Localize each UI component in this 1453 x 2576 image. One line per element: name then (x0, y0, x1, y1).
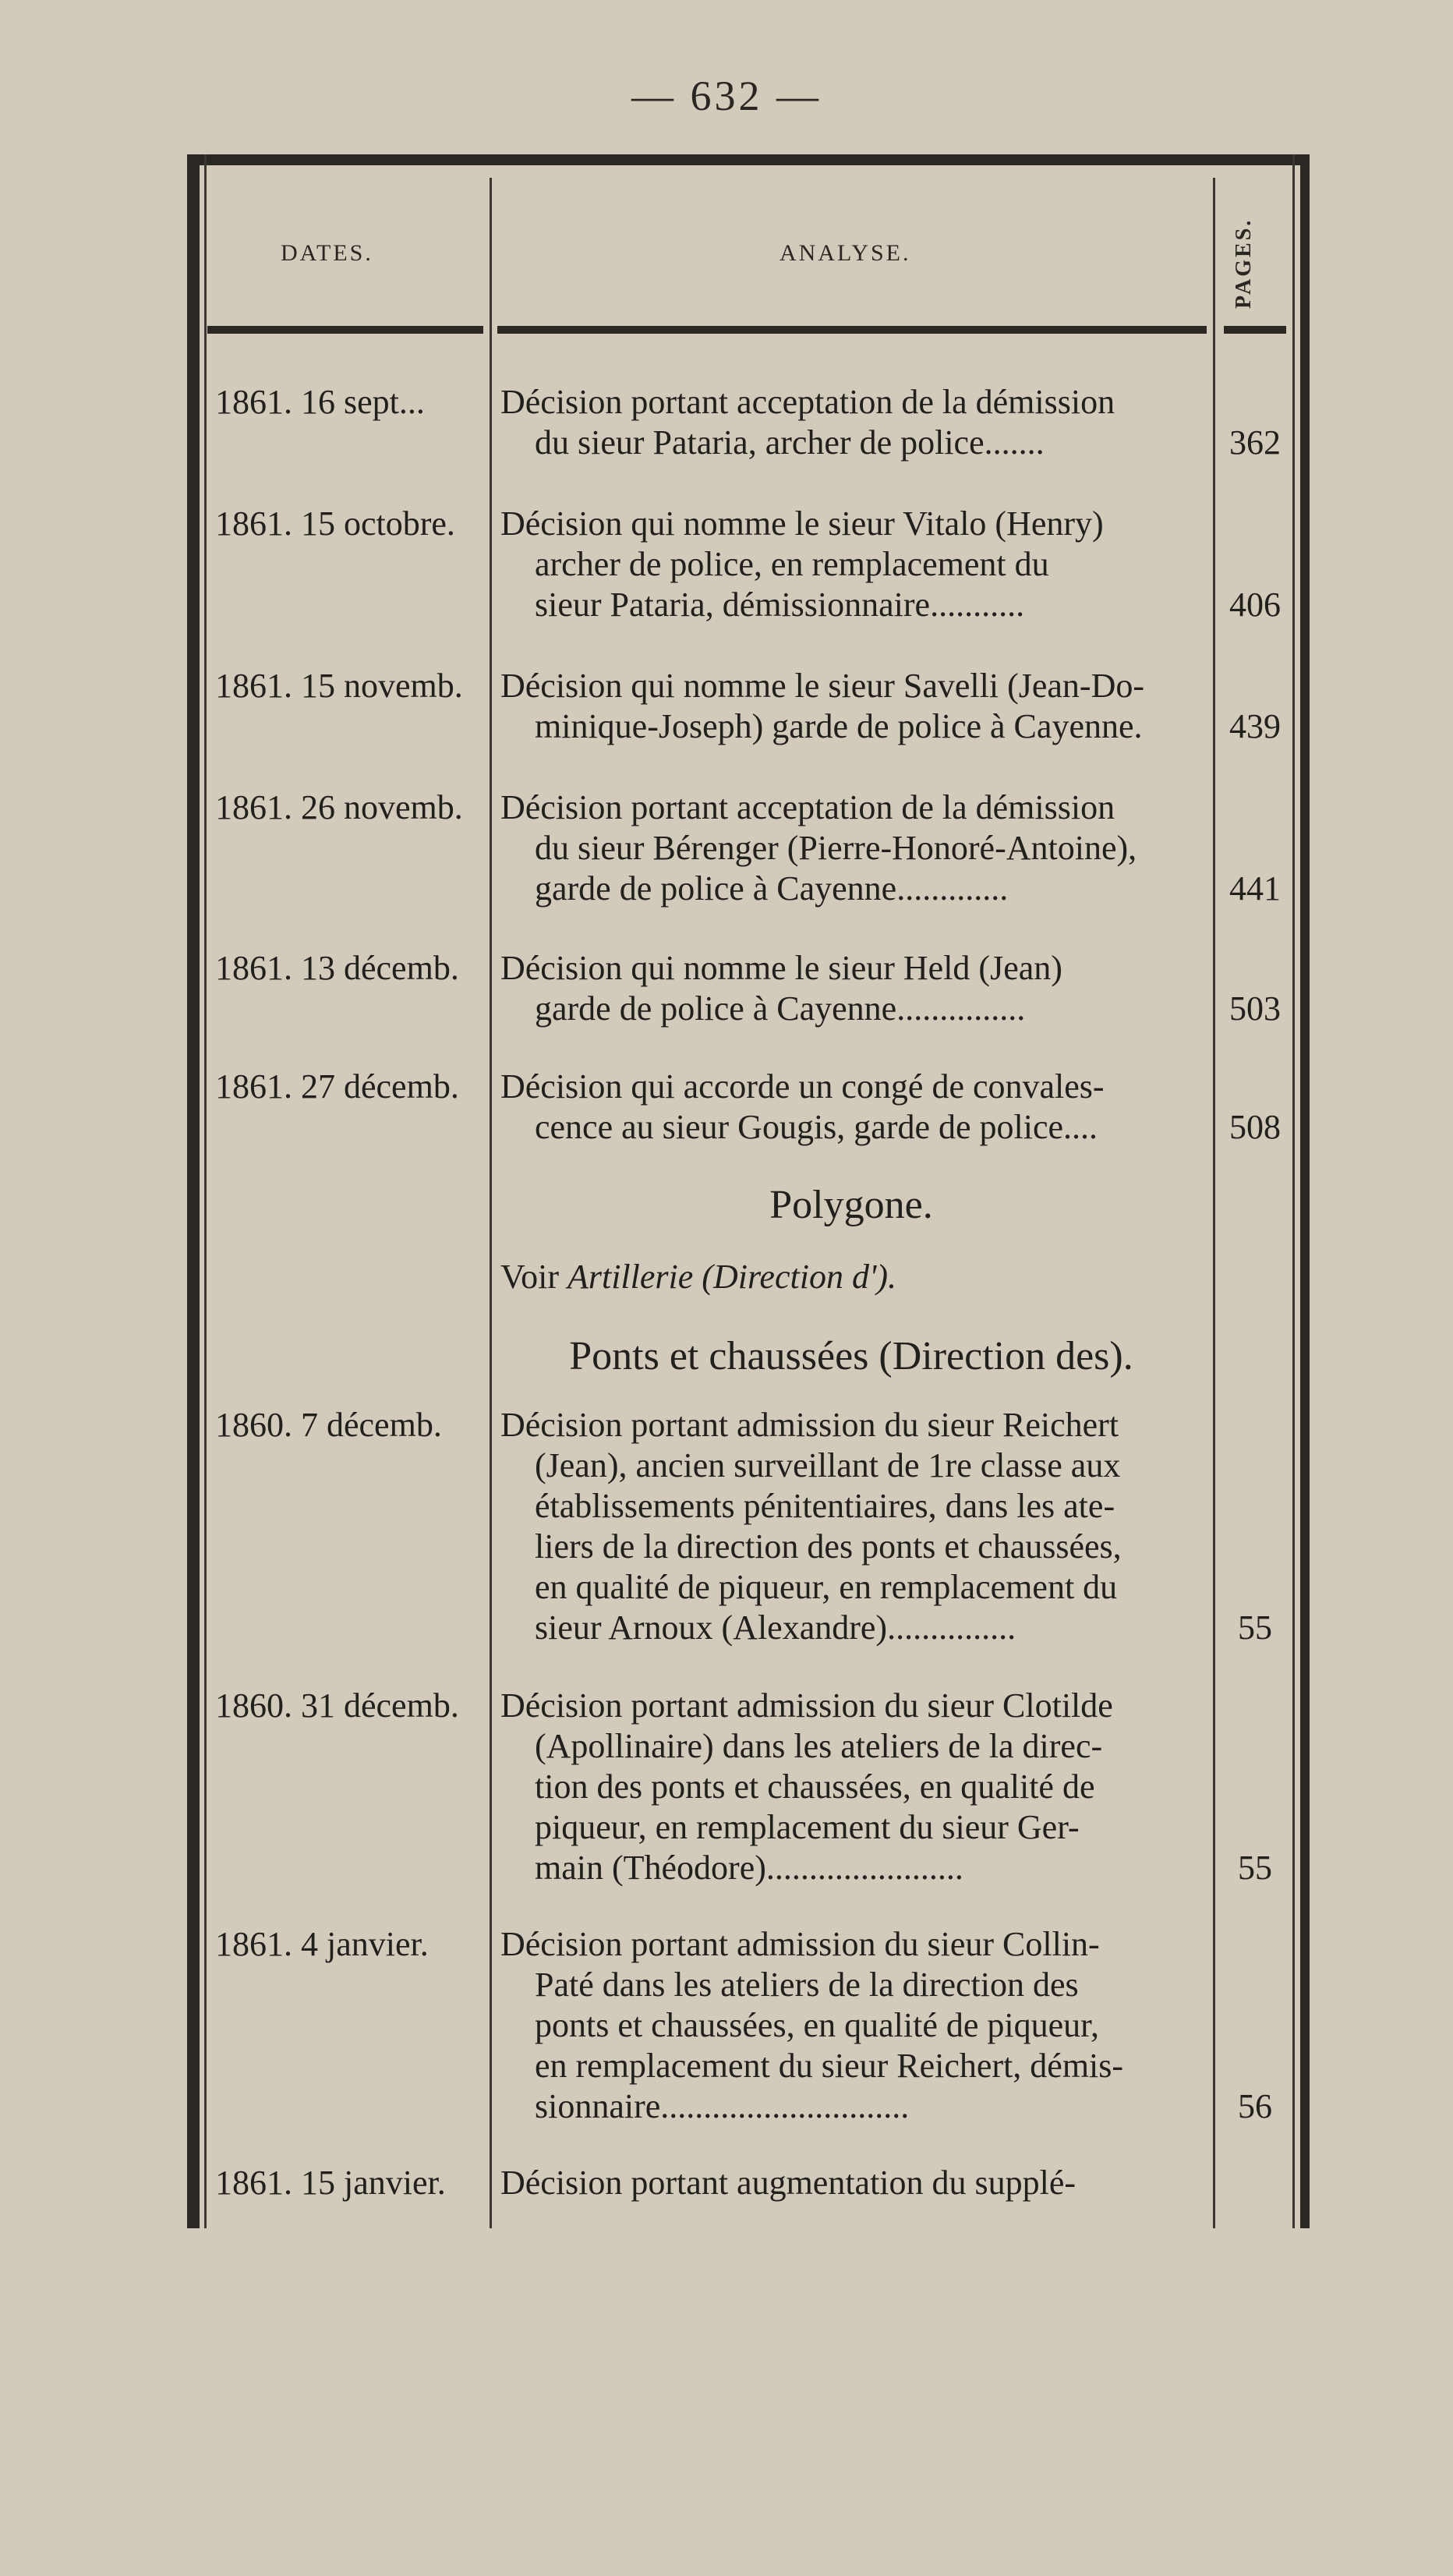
entry-analysis (500, 1405, 1202, 1648)
entry-date: 1860. 7 décemb. (215, 1406, 442, 1444)
entry-line: Décision portant admission du sieur Collin- (500, 1925, 1100, 1963)
entry-analysis (500, 1067, 1202, 1148)
entry-line: minique-Joseph) garde de police à Cayenne. (535, 707, 1143, 745)
entry-line: du sieur Bérenger (Pierre-Honoré-Antoine), (535, 829, 1137, 867)
entry-line: en remplacement du sieur Reichert, démis- (535, 2047, 1124, 2085)
entry-line: établissements pénitentiaires, dans les ate- (535, 1487, 1115, 1525)
entry-line: cence au sieur Gougis, garde de police.... (535, 1108, 1098, 1146)
entry-line: (Apollinaire) dans les ateliers de la direc- (535, 1727, 1103, 1765)
entry-page: 406 (1229, 586, 1281, 624)
table-left-thin-rule (204, 154, 207, 2228)
see-also-prefix: Voir (500, 1258, 559, 1296)
entry-date: 1861. 27 décemb. (215, 1067, 459, 1106)
entry-line: Paté dans les ateliers de la direction des (535, 1966, 1079, 2004)
entry-line: garde de police à Cayenne............. (535, 869, 1009, 908)
entry-analysis (500, 1686, 1202, 1888)
table-right-rule (1300, 154, 1310, 2228)
entry-line: Décision qui nomme le sieur Vitalo (Henry) (500, 504, 1104, 543)
header-pages: PAGES. (1232, 218, 1256, 310)
entry-date: 1861. 16 sept... (215, 383, 425, 421)
entry-line: Décision qui nomme le sieur Savelli (Jean-Do- (500, 667, 1145, 705)
entry-line: Décision portant admission du sieur Clotilde (500, 1686, 1113, 1725)
entry-date: 1861. 26 novemb. (215, 788, 463, 826)
entry-line: sieur Arnoux (Alexandre)............... (535, 1608, 1016, 1647)
entry-analysis (500, 382, 1202, 463)
entry-line: en qualité de piqueur, en remplacement du (535, 1568, 1118, 1606)
entry-line: archer de police, en remplacement du (535, 545, 1049, 583)
entry-line: tion des ponts et chaussées, en qualité de (535, 1767, 1095, 1806)
entry-analysis (500, 1924, 1202, 2127)
entry-date: 1861. 15 novemb. (215, 667, 463, 705)
entry-analysis (500, 2163, 1202, 2203)
column-divider-dates (490, 178, 492, 2228)
section-title-polygone: Polygone. (769, 1183, 933, 1227)
header-rule-pages (1224, 326, 1286, 334)
see-also-reference: Artillerie (Direction d'). (567, 1258, 897, 1296)
table-right-thin-rule (1292, 154, 1295, 2228)
page-number: — 632 — (631, 73, 822, 119)
entry-analysis (500, 504, 1202, 625)
entry-page: 55 (1238, 1849, 1272, 1887)
entry-line: (Jean), ancien surveillant de 1re classe aux (535, 1446, 1121, 1484)
entry-date: 1861. 15 janvier. (215, 2164, 446, 2202)
entry-analysis (500, 948, 1202, 1029)
entry-line: piqueur, en remplacement du sieur Ger- (535, 1808, 1080, 1846)
index-table (187, 154, 1310, 2228)
column-divider-pages (1213, 178, 1215, 2228)
entry-line: sieur Pataria, démissionnaire........... (535, 586, 1025, 624)
see-also-polygone (500, 1257, 1202, 1297)
entry-line: du sieur Pataria, archer de police....... (535, 423, 1045, 462)
entry-page: 55 (1238, 1608, 1272, 1647)
entry-line: ponts et chaussées, en qualité de piqueur, (535, 2006, 1100, 2044)
entry-page: 508 (1229, 1108, 1281, 1146)
table-top-rule (187, 154, 1310, 165)
table-left-rule (187, 154, 200, 2228)
section-title-ponts: Ponts et chaussées (Direction des). (569, 1334, 1133, 1378)
entry-line: Décision qui nomme le sieur Held (Jean) (500, 949, 1062, 987)
entry-page: 503 (1229, 989, 1281, 1028)
entry-date: 1861. 4 janvier. (215, 1925, 429, 1963)
header-dates: DATES. (281, 240, 373, 266)
entry-line: Décision qui accorde un congé de convales- (500, 1067, 1105, 1106)
entry-page: 439 (1229, 707, 1281, 745)
header-rule-dates (207, 326, 483, 334)
entry-analysis (500, 666, 1202, 747)
entry-page: 362 (1229, 423, 1281, 462)
entry-date: 1861. 15 octobre. (215, 504, 455, 543)
entry-line: Décision portant admission du sieur Reichert (500, 1406, 1119, 1444)
entry-analysis (500, 787, 1202, 909)
header-rule-analyse (497, 326, 1207, 334)
entry-line: Décision portant augmentation du supplé- (500, 2164, 1076, 2202)
entry-page: 441 (1229, 869, 1281, 908)
entry-line: garde de police à Cayenne............... (535, 989, 1026, 1028)
entry-line: Décision portant acceptation de la démission (500, 383, 1115, 421)
entry-line: main (Théodore)....................... (535, 1849, 963, 1887)
entry-line: liers de la direction des ponts et chaussées, (535, 1527, 1122, 1566)
header-analyse: ANALYSE. (780, 240, 911, 266)
entry-date: 1860. 31 décemb. (215, 1686, 459, 1725)
entry-date: 1861. 13 décemb. (215, 949, 459, 987)
entry-line: sionnaire............................. (535, 2087, 910, 2125)
entry-page: 56 (1238, 2087, 1272, 2125)
entry-line: Décision portant acceptation de la démission (500, 788, 1115, 826)
